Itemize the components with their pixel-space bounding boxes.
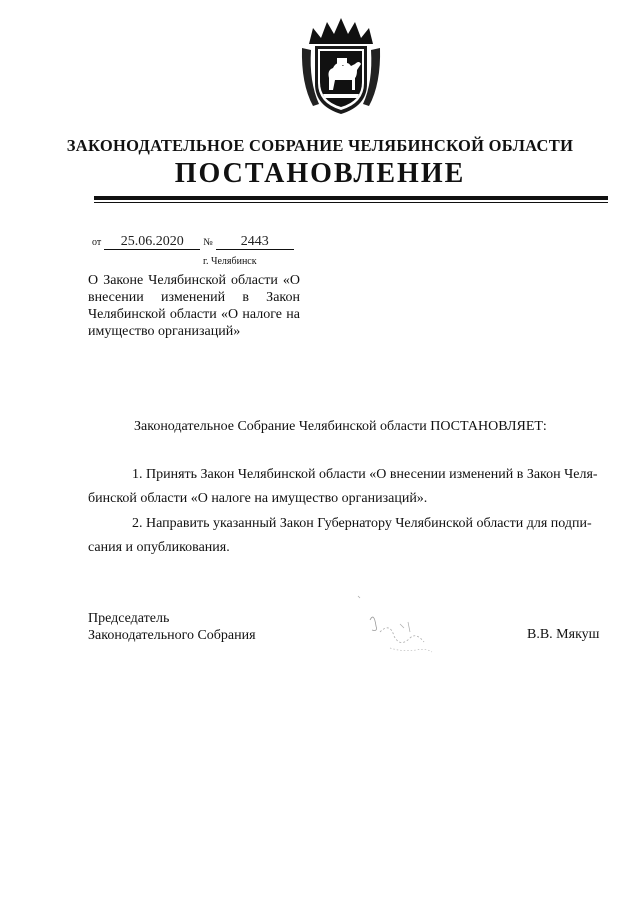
city-label: г. Челябинск [203, 256, 257, 267]
document-number: 2443 [216, 235, 294, 250]
position-line-1: Председатель [88, 611, 170, 626]
item-1-line-2: бинской области «О налоге на имущество организаций». [88, 491, 428, 506]
header-divider-thick [94, 196, 608, 200]
document-subject: О Законе Челябинской области «О внесении изменений в Закон Челябинской области «О налоге на имущество организаций» [88, 273, 300, 339]
position-line-2: Законодательного Собрания [88, 628, 256, 643]
organization-title: ЗАКОНОДАТЕЛЬНОЕ СОБРАНИЕ ЧЕЛЯБИНСКОЙ ОБЛАСТИ [66, 136, 574, 155]
signatory-name: В.В. Мякуш [527, 627, 600, 642]
coat-of-arms-icon [299, 14, 383, 118]
registration-line [92, 234, 294, 250]
item-2-line-1: 2. Направить указанный Закон Губернатору Челябинской области для подпи- [132, 516, 592, 531]
from-label: от [92, 237, 102, 248]
item-2-line-2: сания и опубликования. [88, 540, 230, 555]
header-divider-thin [94, 202, 608, 203]
number-label: № [203, 237, 213, 248]
item-1-line-1: 1. Принять Закон Челябинской области «О внесении изменений в Закон Челя- [132, 467, 598, 482]
document-date: 25.06.2020 [104, 235, 200, 250]
document-type-title: ПОСТАНОВЛЕНИЕ [174, 158, 466, 189]
signatory-position [88, 610, 256, 644]
resolution-item-2 [88, 512, 608, 560]
handwritten-signature [350, 592, 440, 662]
preamble: Законодательное Собрание Челябинской области ПОСТАНОВЛЯЕТ: [134, 419, 547, 434]
resolution-item-1 [88, 463, 608, 511]
